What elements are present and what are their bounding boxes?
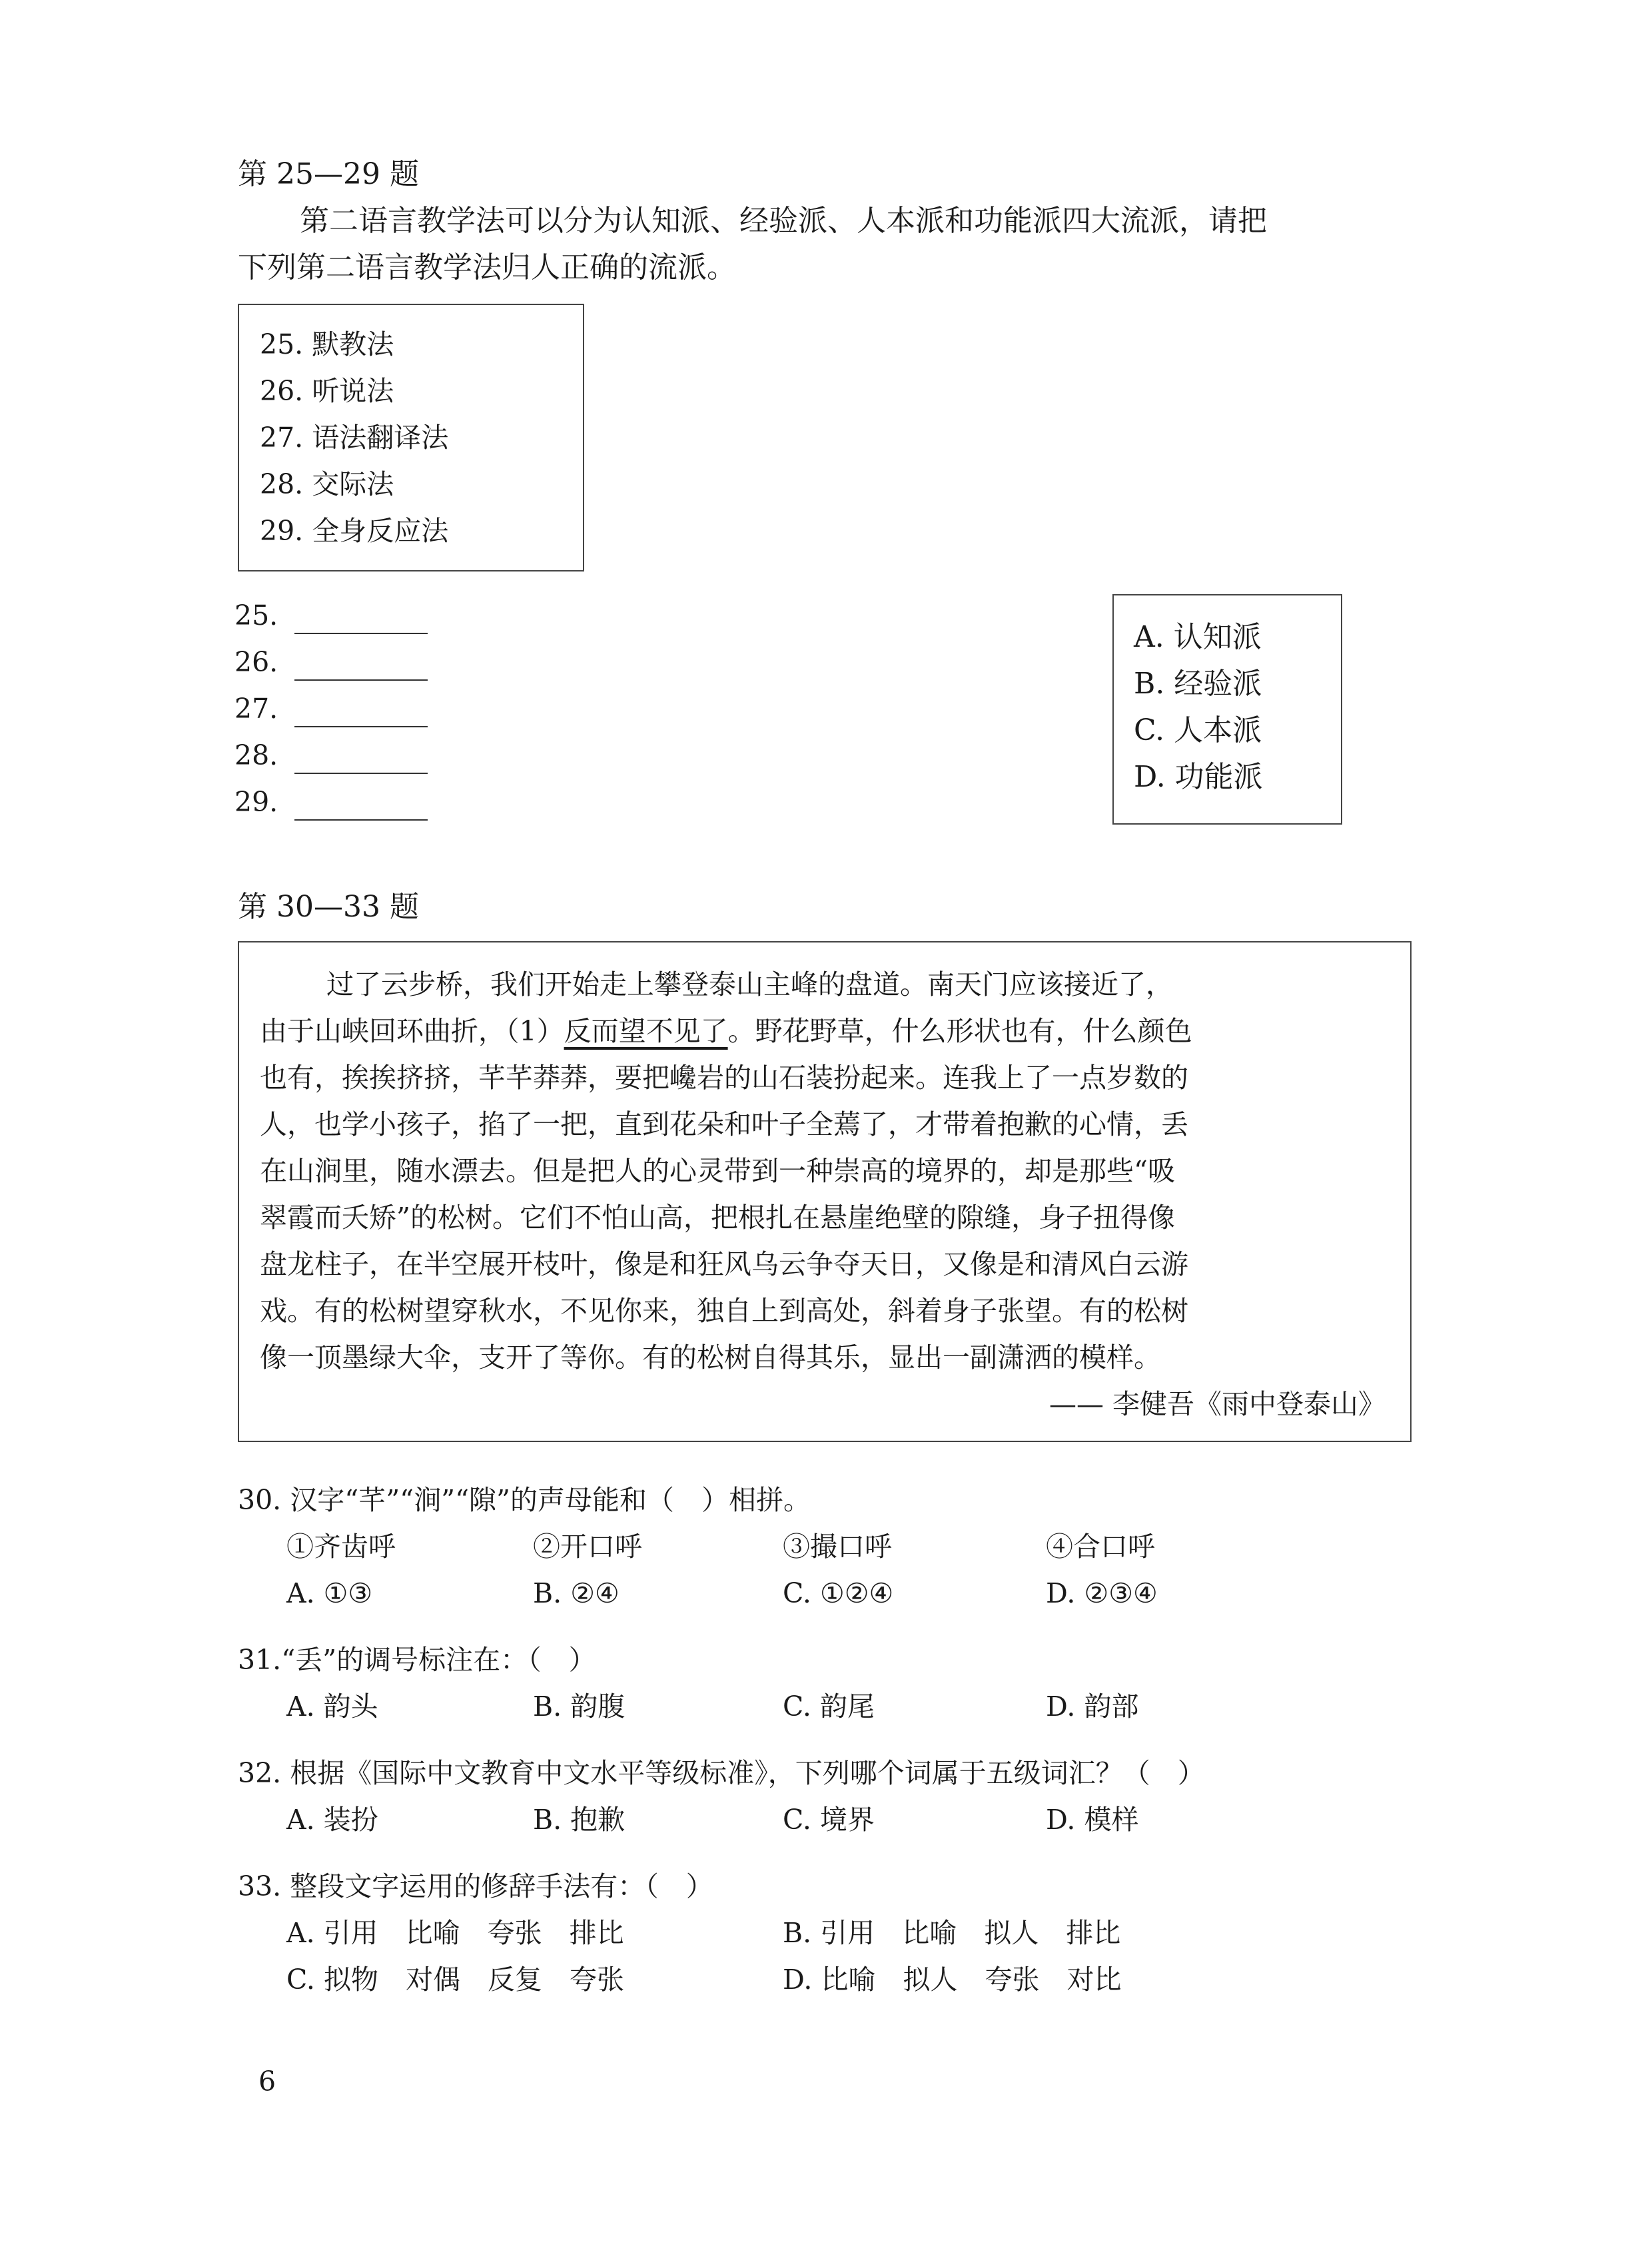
- passage-line-2-after: 。野花野草，什么形状也有，什么颜色: [727, 1015, 1192, 1047]
- passage-source: —— 李健吾《雨中登泰山》: [1048, 1388, 1386, 1420]
- q31-option-b[interactable]: B. 韵腹: [533, 1690, 625, 1722]
- passage-line-4: 人，也学小孩子，掐了一把，直到花朵和叶子全蔫了，才带着抱歉的心情，丢: [260, 1108, 1188, 1140]
- passage-line-8: 戏。有的松树望穿秋水，不见你来，独自上到高处，斜着身子张望。有的松树: [260, 1295, 1188, 1327]
- method-item-26: 26. 听说法: [260, 375, 394, 407]
- passage-line-5: 在山涧里，随水漂去。但是把人的心灵带到一种崇高的境界的，却是那些“吸: [260, 1155, 1175, 1187]
- answer-blank-27[interactable]: [294, 726, 428, 727]
- method-item-27: 27. 语法翻译法: [260, 422, 449, 454]
- underlined-phrase: 反而望不见了: [564, 1015, 728, 1047]
- question-31-stem: 31.“丢”的调号标注在：（ ）: [238, 1644, 596, 1676]
- section-title-25-29: 第 25—29 题: [238, 157, 419, 191]
- passage-line-2-before: 由于山峡回环曲折，（1）: [260, 1015, 564, 1047]
- school-b: B. 经验派: [1134, 667, 1262, 701]
- passage-line-2: [260, 1008, 1386, 1054]
- question-30-stem: 30. 汉字“芊”“涧”“隙”的声母能和（ ）相拼。: [238, 1484, 811, 1516]
- page-number: 6: [258, 2065, 276, 2097]
- q32-option-d[interactable]: D. 模样: [1046, 1804, 1139, 1836]
- q32-option-a[interactable]: A. 装扮: [286, 1804, 378, 1836]
- answer-blank-28[interactable]: [294, 773, 428, 774]
- passage-line-6: 翠霞而夭矫”的松树。它们不怕山高，把根扎在悬崖绝壁的隙缝，身子扭得像: [260, 1202, 1175, 1234]
- method-item-28: 28. 交际法: [260, 468, 394, 500]
- school-c: C. 人本派: [1134, 713, 1262, 747]
- schools-list: [1134, 614, 1263, 801]
- school-d: D. 功能派: [1134, 760, 1263, 794]
- q33-option-a[interactable]: A. 引用 比喻 夸张 排比: [286, 1917, 624, 1949]
- q30-option-d[interactable]: D. ②③④: [1046, 1577, 1158, 1609]
- passage-line-3: 也有，挨挨挤挤，芊芊莽莽，要把巉岩的山石装扮起来。连我上了一点岁数的: [260, 1062, 1188, 1094]
- answer-blank-25[interactable]: [294, 633, 428, 634]
- answer-label-29: 29.: [234, 786, 278, 818]
- q30-item-2: ②开口呼: [533, 1531, 642, 1563]
- passage-line-7: 盘龙柱子，在半空展开枝叶，像是和狂风乌云争夺天日，又像是和清风白云游: [260, 1248, 1188, 1280]
- q33-option-d[interactable]: D. 比喻 拟人 夸张 对比: [783, 1964, 1122, 1996]
- q30-option-b[interactable]: B. ②④: [533, 1577, 620, 1609]
- school-a: A. 认知派: [1134, 620, 1262, 654]
- q32-option-b[interactable]: B. 抱歉: [533, 1804, 625, 1836]
- q30-item-1: ①齐齿呼: [286, 1531, 396, 1563]
- instruction-line-1: 第二语言教学法可以分为认知派、经验派、人本派和功能派四大流派，请把: [300, 204, 1267, 238]
- q33-option-c[interactable]: C. 拟物 对偶 反复 夸张: [286, 1964, 624, 1996]
- passage-line-9: 像一顶墨绿大伞，支开了等你。有的松树自得其乐，显出一副潇洒的模样。: [260, 1341, 1161, 1373]
- instruction-line-2: 下列第二语言教学法归人正确的流派。: [238, 250, 736, 284]
- method-item-25: 25. 默教法: [260, 328, 394, 360]
- q30-option-a[interactable]: A. ①③: [286, 1577, 373, 1609]
- passage-text: [260, 961, 1386, 1427]
- q32-option-c[interactable]: C. 境界: [783, 1804, 875, 1836]
- q30-item-4: ④合口呼: [1046, 1531, 1155, 1563]
- section-title-30-33: 第 30—33 题: [238, 890, 419, 924]
- answer-label-25: 25.: [234, 599, 278, 631]
- q33-option-b[interactable]: B. 引用 比喻 拟人 排比: [783, 1917, 1121, 1949]
- q30-item-3: ③撮口呼: [783, 1531, 892, 1563]
- passage-line-1: 过了云步桥，我们开始走上攀登泰山主峰的盘道。南天门应该接近了，: [326, 968, 1173, 1000]
- methods-list: [260, 321, 448, 554]
- answer-label-28: 28.: [234, 739, 278, 771]
- q31-option-d[interactable]: D. 韵部: [1046, 1690, 1139, 1722]
- answer-label-27: 27.: [234, 693, 278, 725]
- q31-option-c[interactable]: C. 韵尾: [783, 1690, 875, 1722]
- q30-option-c[interactable]: C. ①②④: [783, 1577, 894, 1609]
- question-32-stem: 32. 根据《国际中文教育中文水平等级标准》，下列哪个词属于五级词汇？（ ）: [238, 1757, 1205, 1789]
- answer-blank-26[interactable]: [294, 679, 428, 681]
- method-item-29: 29. 全身反应法: [260, 515, 449, 547]
- answer-label-26: 26.: [234, 646, 278, 678]
- answer-blank-29[interactable]: [294, 819, 428, 821]
- question-33-stem: 33. 整段文字运用的修辞手法有：（ ）: [238, 1870, 713, 1902]
- q31-option-a[interactable]: A. 韵头: [286, 1690, 378, 1722]
